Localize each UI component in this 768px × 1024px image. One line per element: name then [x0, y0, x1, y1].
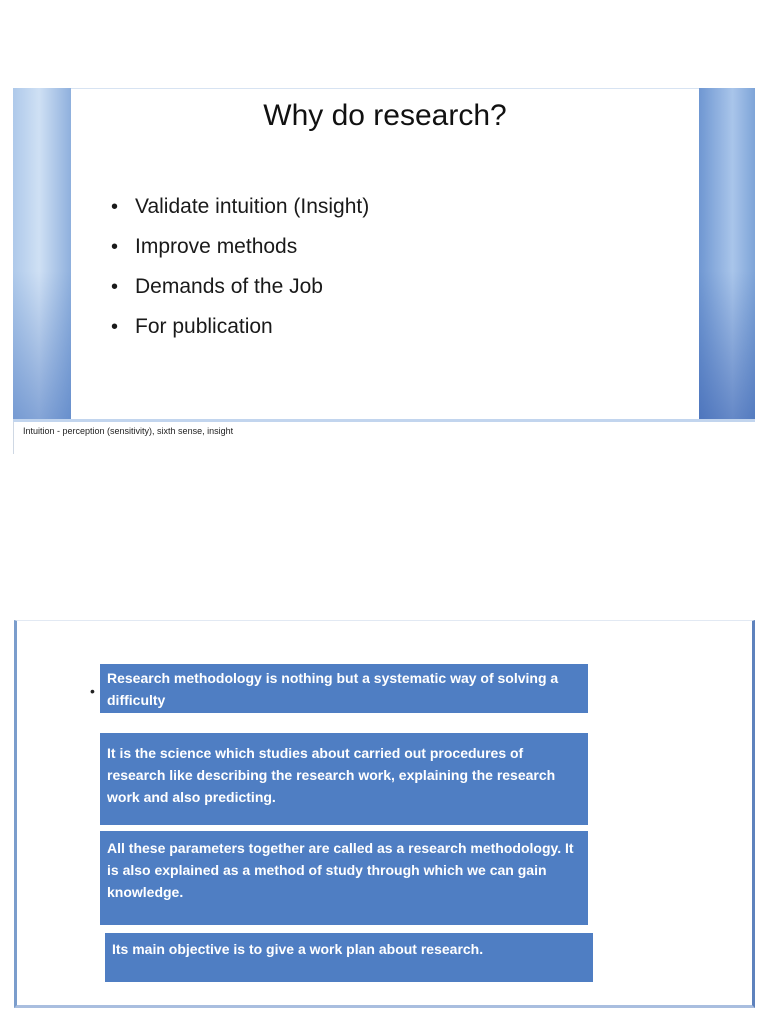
definition-box-1: Research methodology is nothing but a systematic way of solving a difficulty	[100, 664, 588, 713]
speaker-notes[interactable]: Intuition - perception (sensitivity), sixth sense, insight	[23, 426, 234, 436]
slide-1-title: Why do research?	[263, 99, 507, 132]
slide-2-bullet-icon: •	[90, 683, 95, 699]
bullet-text: Improve methods	[135, 235, 298, 258]
slide-1-content-area	[71, 88, 699, 420]
bullet-text: Validate intuition (Insight)	[135, 195, 370, 218]
bullet-item	[109, 227, 369, 267]
bullet-text: Demands of the Job	[135, 275, 323, 298]
bullet-icon: •	[111, 276, 119, 298]
slide-1-left-decor-bar	[13, 88, 71, 421]
bullet-icon: •	[111, 196, 119, 218]
slide-1-right-decor-bar	[699, 88, 755, 421]
bullet-icon: •	[111, 316, 119, 338]
bullet-text: For publication	[135, 315, 273, 338]
definition-box-3: All these parameters together are called as a research methodology. It is also explained as a method of study through which we can gain knowledge.	[100, 831, 588, 925]
definition-box-4: Its main objective is to give a work plan about research.	[105, 933, 593, 982]
slide-1-bullet-list	[109, 187, 369, 347]
slide-1	[13, 88, 755, 454]
bullet-item	[109, 307, 369, 347]
slide-1-bottom-divider	[13, 419, 755, 422]
definition-box-2: It is the science which studies about carried out procedures of research like describing the research work, explaining the research work and also predicting.	[100, 733, 588, 825]
slide-2	[14, 620, 755, 1008]
bullet-item	[109, 267, 369, 307]
bullet-item	[109, 187, 369, 227]
bullet-icon: •	[111, 236, 119, 258]
notes-pane-edge	[13, 422, 14, 454]
